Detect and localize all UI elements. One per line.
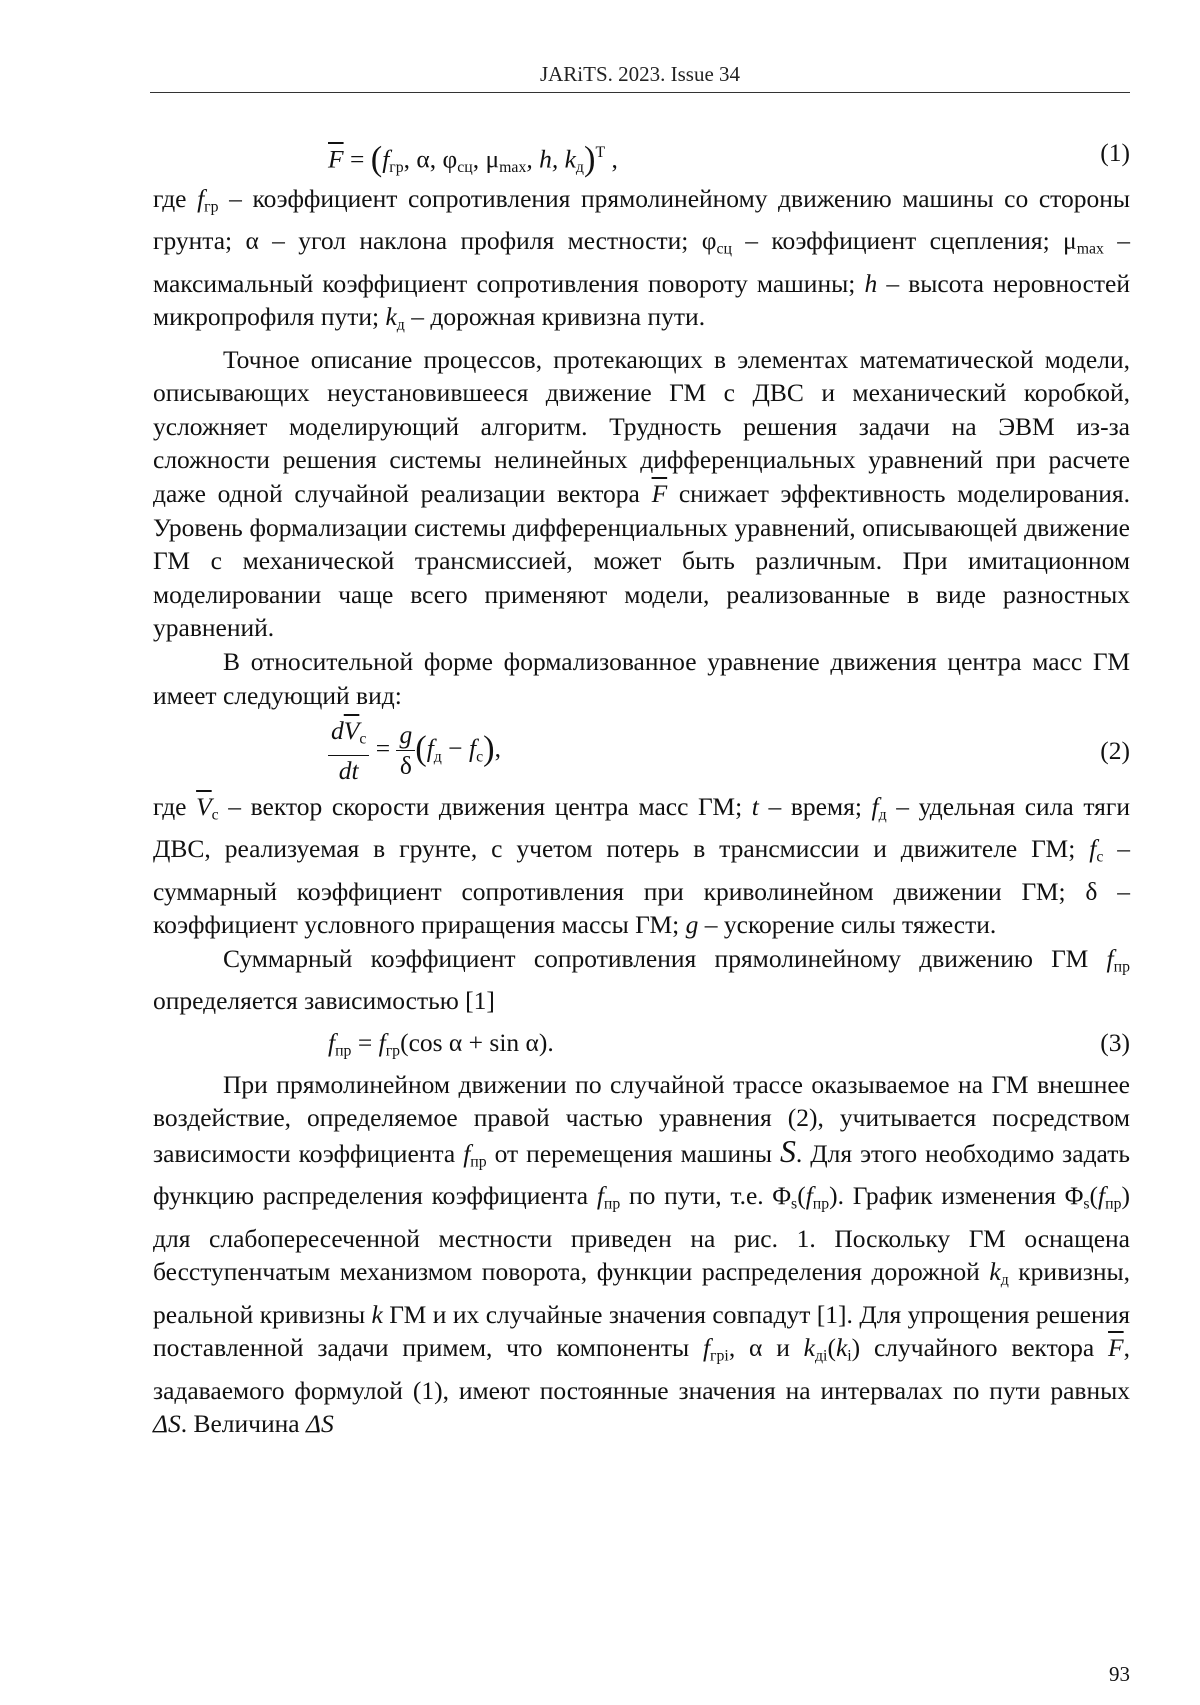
- S-symbol: S: [779, 1134, 796, 1170]
- t-symbol: t: [751, 792, 759, 822]
- text: – вектор скорости движения центра масс ГМ;: [218, 792, 752, 822]
- f-symbol: f: [378, 1027, 386, 1057]
- text: – коэффициент сопротивления прямолинейному движению машины со стороны грунта; α – угол наклона профиля местности; φ: [153, 184, 1130, 256]
- text: – дорожная кривизна пути.: [404, 302, 706, 332]
- text: от перемещения машины: [486, 1139, 780, 1169]
- g-symbol: g: [685, 910, 699, 940]
- paragraph-6: [153, 1068, 1130, 1441]
- subscript: c: [359, 730, 367, 748]
- subscript: грi: [710, 1347, 729, 1365]
- subscript: д: [1000, 1272, 1009, 1290]
- text: – коэффициент сцепления; μ: [731, 226, 1077, 256]
- paren-open: (: [415, 729, 427, 768]
- subscript: дi: [815, 1347, 828, 1365]
- f-symbol: f: [596, 1181, 604, 1211]
- equation-3-number: (3): [1100, 1027, 1130, 1057]
- fraction-g-delta: [396, 720, 415, 781]
- trig-expression: (cos α + sin α).: [400, 1027, 554, 1057]
- subscript: пр: [470, 1153, 487, 1171]
- vector-F: $\overline{F}$: [651, 478, 668, 508]
- k-symbol: k: [385, 302, 397, 332]
- eq-tail: ,: [494, 733, 501, 763]
- equation-2-body: [328, 716, 501, 786]
- k-symbol: k: [835, 1333, 848, 1363]
- k-symbol: k: [803, 1333, 815, 1363]
- text: ) случайного вектора: [851, 1333, 1109, 1363]
- f-symbol: f: [805, 1181, 813, 1211]
- k-subscript: д: [575, 159, 584, 176]
- text: снижает эффективность моделирования. Уровень формализации системы дифференциальных уравнений, описывающей движение ГМ с механической трансмиссией, может быть различным. При имитационном моделировании чаще всего применяют модели, реализованные в виде разностных уравнений.: [153, 478, 1130, 643]
- subscript: гр: [385, 1042, 401, 1060]
- subscript: с: [211, 806, 219, 824]
- f-symbol: f: [871, 792, 879, 822]
- text: , задаваемого формулой (1), имеют постоянные значения на интервалах по пути равных: [153, 1333, 1130, 1405]
- text: ). График изменения Φ: [829, 1181, 1084, 1211]
- f-subscript: гр: [389, 159, 404, 176]
- text: В относительной форме формализованное уравнение движения центра масс ГМ имеет следующий вид:: [153, 646, 1130, 710]
- mu-symbol: , μ: [472, 144, 500, 174]
- phi-subscript: сц: [457, 159, 473, 176]
- f-symbol: f: [382, 144, 390, 174]
- text: по пути, т.е. Φ: [620, 1181, 792, 1211]
- text: Суммарный коэффициент сопротивления прямолинейному движению ГМ: [223, 943, 1107, 973]
- subscript: s: [1083, 1196, 1090, 1214]
- text: (: [797, 1181, 806, 1211]
- eq-sign: =: [351, 1027, 379, 1057]
- dt-symbol: dt: [338, 755, 359, 785]
- subscript: д: [878, 806, 887, 824]
- eq-sign: =: [343, 144, 371, 174]
- text: – ускорение силы тяжести.: [698, 910, 997, 940]
- equation-1-body: [328, 136, 618, 185]
- equation-2: [153, 712, 1130, 790]
- page-number: 93: [1109, 1662, 1130, 1686]
- h-k-symbols: , h, k: [526, 144, 576, 174]
- vector-F: $\overline{F}$: [1108, 1333, 1124, 1363]
- fraction-dV-dt: [328, 716, 369, 786]
- delta-S-symbol: ΔS: [153, 1409, 181, 1439]
- f-symbol: f: [328, 1027, 336, 1057]
- paren-close: ): [583, 140, 596, 179]
- subscript: пр: [335, 1042, 352, 1060]
- text: ) для слабопересеченной местности приведен на рис. 1. Поскольку ГМ оснащена бесступенчатым механизмом поворота, функции распределения дорожной: [153, 1181, 1130, 1287]
- paragraph-2: [153, 343, 1130, 645]
- f-symbol: f: [468, 733, 477, 763]
- f-symbol: f: [702, 1333, 711, 1363]
- text: , α и: [728, 1333, 804, 1363]
- equation-3-body: [328, 1026, 554, 1068]
- text: – максимальный коэффициент сопротивления повороту машины;: [153, 226, 1130, 298]
- text: . Для этого необходимо задать функцию распределения коэффициента: [153, 1139, 1130, 1211]
- text: . Величина: [180, 1409, 306, 1439]
- f-symbol: f: [463, 1139, 471, 1169]
- subscript: s: [791, 1196, 798, 1214]
- header-divider: [150, 92, 1130, 93]
- k-symbol: k: [989, 1257, 1001, 1287]
- paragraph-4: [153, 790, 1130, 942]
- subscript: гр: [204, 198, 219, 216]
- eq-sign: =: [369, 733, 397, 763]
- running-header: JARiTS. 2023. Issue 34: [539, 62, 741, 86]
- equation-2-number: (2): [1100, 736, 1130, 766]
- minus-sign: −: [441, 733, 469, 763]
- f-symbol: f: [1106, 943, 1114, 973]
- text: (: [827, 1333, 836, 1363]
- equation-1-number: (1): [1100, 138, 1130, 167]
- paren-open: (: [370, 140, 383, 179]
- text: При прямолинейном движении по случайной трассе оказываемое на ГМ внешнее воздействие, определяемое правой частью уравнения (2), учитывается посредством зависимости коэффициента: [153, 1069, 1130, 1169]
- mu-subscript: max: [499, 159, 527, 176]
- g-symbol: g: [399, 720, 413, 750]
- text: – суммарный коэффициент сопротивления при криволинейном движении ГМ; δ – коэффициент условного приращения массы ГМ;: [153, 834, 1131, 940]
- subscript: пр: [1105, 1196, 1122, 1214]
- subscript: с: [1096, 849, 1104, 867]
- f-symbol: f: [1089, 834, 1097, 864]
- subscript: д: [396, 316, 405, 334]
- text: где: [153, 792, 197, 822]
- alpha-phi: , α, φ: [403, 144, 458, 174]
- text: – высота неровностей микропрофиля пути;: [153, 268, 1130, 332]
- delta-symbol: δ: [399, 751, 412, 781]
- subscript: с: [476, 748, 484, 766]
- text: – время;: [758, 792, 872, 822]
- equation-1: [153, 128, 1130, 178]
- h-symbol: h: [864, 268, 878, 298]
- vector-F: $\overline{F}$: [328, 144, 344, 174]
- subscript: i: [847, 1347, 852, 1365]
- f-symbol: f: [197, 184, 205, 213]
- f-symbol: f: [1098, 1181, 1106, 1211]
- text: ГМ и их случайные значения совпадут [1]. Для упрощения решения поставленной задачи примем, что компоненты: [153, 1299, 1130, 1363]
- subscript: пр: [1113, 958, 1130, 976]
- paren-close: ): [483, 729, 495, 768]
- text: – удельная сила тяги ДВС, реализуемая в грунте, с учетом потерь в трансмиссии и движителе ГМ;: [153, 792, 1130, 864]
- eq-tail: ,: [605, 144, 618, 174]
- subscript: д: [433, 748, 442, 766]
- subscript: пр: [603, 1196, 621, 1214]
- transpose-sup: T: [595, 144, 606, 161]
- delta-S-symbol: ΔS: [305, 1409, 334, 1439]
- vector-V: $\overline{V}$: [343, 716, 360, 746]
- subscript: сц: [716, 241, 732, 259]
- d-symbol: d: [331, 716, 344, 746]
- text: определяется зависимостью [1]: [153, 986, 495, 1016]
- f-symbol: f: [426, 733, 434, 763]
- subscript: max: [1076, 241, 1104, 259]
- text: кривизны, реальной кривизны: [153, 1257, 1130, 1329]
- subscript: пр: [812, 1196, 830, 1214]
- text: где: [153, 184, 198, 213]
- k-symbol: k: [371, 1299, 383, 1329]
- text: (: [1089, 1181, 1099, 1211]
- equation-3: [153, 1018, 1130, 1068]
- text: Точное описание процессов, протекающих в элементах математической модели, описывающих неустановившееся движение ГМ с ДВС и механический коробкой, усложняет моделирующий алгоритм. Трудность решения задачи на ЭВМ из-за сложности решения системы нелинейных дифференциальных уравнений при расчете даже одной случайной реализации вектора: [153, 344, 1130, 508]
- paragraph-1: [153, 182, 1130, 343]
- paragraph-5: [153, 942, 1130, 1018]
- vector-V: $\overline{V}$: [196, 792, 212, 822]
- paragraph-3: [153, 645, 1130, 712]
